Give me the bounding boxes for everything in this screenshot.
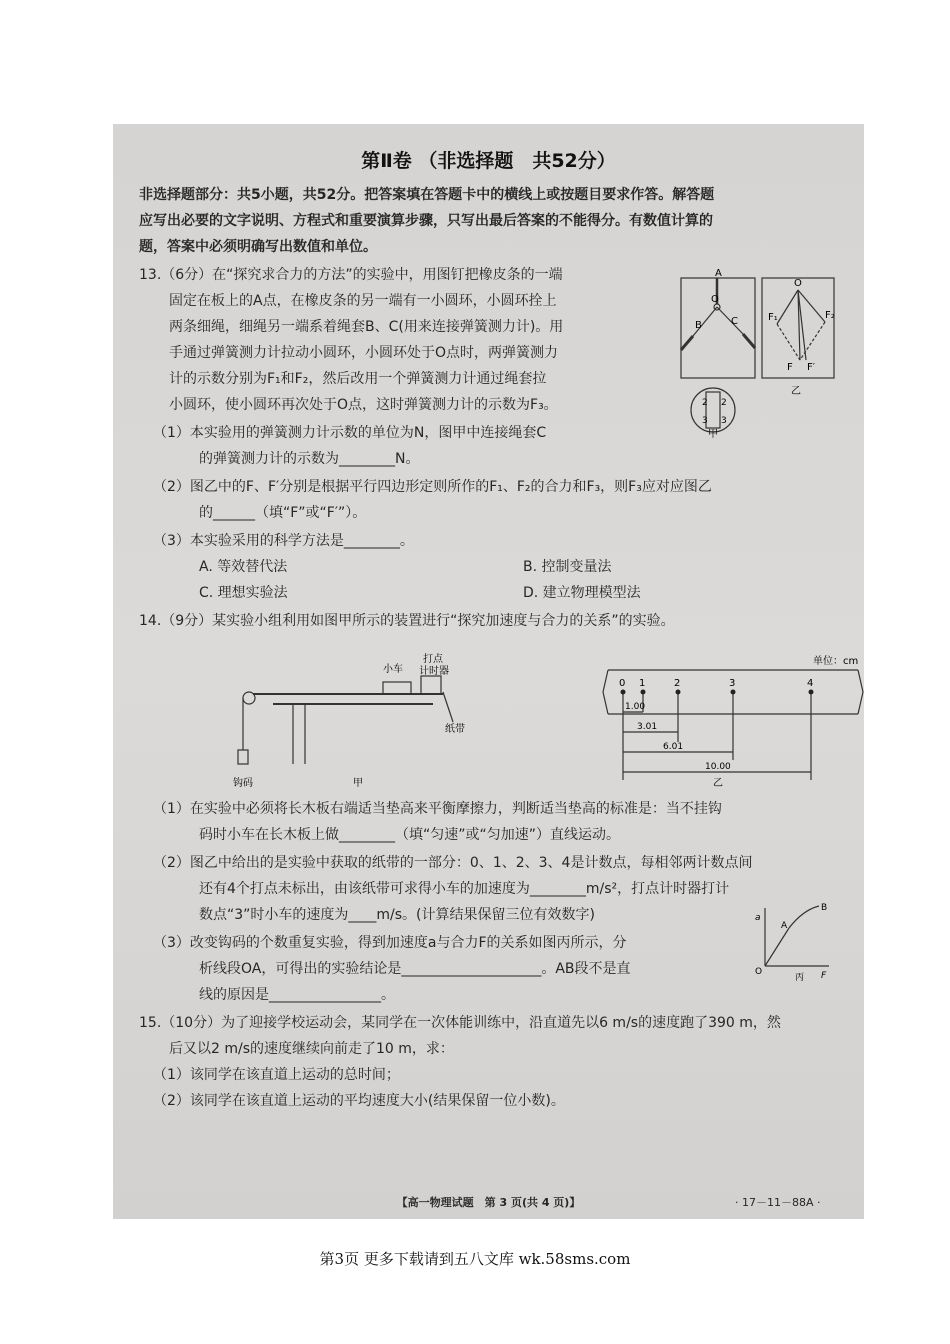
dial-mark-3-right: 3 <box>721 416 727 426</box>
dist-label-4: 10.00 <box>705 762 731 772</box>
q13-line-4: 手通过弹簧测力计拉动小圆环，小圆环处于O点时，两弹簧测力 <box>169 345 559 361</box>
label-point-c: C <box>731 316 738 327</box>
label-f1: F₁ <box>768 312 778 323</box>
dist-label-2: 3.01 <box>637 722 658 732</box>
point-label-4: 4 <box>807 678 814 689</box>
section-title: 第Ⅱ卷 （非选择题 共52分） <box>361 150 616 172</box>
q15-sub2: （2）该同学在该直道上运动的平均速度大小(结果保留一位小数)。 <box>153 1093 565 1109</box>
graph-label-point-a: A <box>781 921 788 931</box>
q14-timer <box>421 676 441 694</box>
label-f2: F₂ <box>825 310 835 321</box>
q14-sub3-c: 线的原因是________________。 <box>199 987 395 1003</box>
label-tape: 纸带 <box>445 724 465 735</box>
label-jia: 甲 <box>708 429 718 440</box>
q14-graph-bing <box>753 900 833 982</box>
label-timer-2: 计时器 <box>419 666 449 677</box>
q13-option-a: A. 等效替代法 <box>199 559 288 575</box>
q14-sub1-b: 码时小车在长木板上做________（填“匀速”或“匀加速”）直线运动。 <box>199 827 621 843</box>
label-point-o-yi: O <box>794 278 802 289</box>
intro-line-2: 应写出必要的文字说明、方程式和重要演算步骤，只写出最后答案的不能得分。有数值计算的 <box>139 213 713 229</box>
graph-label-a: a <box>755 913 761 923</box>
q15-line-2: 后又以2 m/s的速度继续向前走了10 m，求： <box>169 1041 454 1057</box>
label-hook: 钩码 <box>233 778 253 789</box>
dist-label-1: 1.00 <box>625 702 646 712</box>
label-point-a: A <box>715 268 722 279</box>
q14-hook <box>238 750 248 764</box>
label-f: F <box>787 362 793 373</box>
q14-sub1-a: （1）在实验中必须将长木板右端适当垫高来平衡摩擦力，判断适当垫高的标准是：当不挂钩 <box>153 801 722 817</box>
q14-sub2-b: 还有4个打点未标出，由该纸带可求得小车的加速度为________m/s²，打点计时器打计 <box>199 881 730 897</box>
q13-line-6: 小圆环，使小圆环再次处于O点，这时弹簧测力计的示数为F₃。 <box>169 397 558 413</box>
dial-mark-3-left: 3 <box>702 416 708 426</box>
q13-sub2-b: 的______（填“F”或“F′”）。 <box>199 505 367 521</box>
q13-sub2-a: （2）图乙中的F、F′分别是根据平行四边形定则所作的F₁、F₂的合力和F₃，则F₃应对应图乙 <box>153 479 712 495</box>
graph-label-o: O <box>755 967 763 977</box>
q13-option-b: B. 控制变量法 <box>523 559 612 575</box>
intro-line-1: 非选择题部分：共5小题，共52分。把答案填在答题卡中的横线上或按题目要求作答。解答题 <box>139 187 715 203</box>
q13-sub1-a: （1）本实验用的弹簧测力计示数的单位为N，图甲中连接绳套C <box>153 425 547 441</box>
label-jia-14: 甲 <box>353 778 363 789</box>
q13-line-3: 两条细绳，细绳另一端系着绳套B、C(用来连接弹簧测力计)。用 <box>169 319 564 335</box>
graph-label-bing: 丙 <box>795 973 805 983</box>
q14-sub2-c: 数点“3”时小车的速度为____m/s。(计算结果保留三位有效数字) <box>199 907 595 923</box>
point-label-2: 2 <box>674 678 681 689</box>
label-f-prime: F′ <box>807 362 816 373</box>
q15-line-1: 15.（10分）为了迎接学校运动会，某同学在一次体能训练中，沿直道先以6 m/s的速度跑了390 m，然 <box>139 1015 781 1031</box>
page-code: · 17－11－88A · <box>735 1196 821 1209</box>
label-yi: 乙 <box>791 386 801 397</box>
dist-label-3: 6.01 <box>663 742 684 752</box>
q13-line-1: 13.（6分）在“探究求合力的方法”的实验中，用图钉把橡皮条的一端 <box>139 267 563 283</box>
intro-line-3: 题，答案中必须明确写出数值和单位。 <box>139 239 377 255</box>
q13-line-2: 固定在板上的A点，在橡皮条的另一端有一小圆环，小圆环拴上 <box>169 293 557 309</box>
exam-page-photo <box>113 124 864 1219</box>
q14-car <box>383 682 411 694</box>
q14-sub3-a: （3）改变钩码的个数重复实验，得到加速度a与合力F的关系如图丙所示，分 <box>153 935 627 951</box>
dial-mark-2-left: 2 <box>702 398 708 408</box>
graph-label-point-b: B <box>821 903 828 913</box>
q13-option-c: C. 理想实验法 <box>199 585 288 601</box>
q14-head: 14.（9分）某实验小组利用如图甲所示的装置进行“探究加速度与合力的关系”的实验。 <box>139 613 675 629</box>
dial-mark-2-right: 2 <box>721 398 727 408</box>
point-label-0: 0 <box>619 678 626 689</box>
page-footer: 【高一物理试题 第 3 页(共 4 页)】 <box>396 1196 581 1209</box>
point-label-1: 1 <box>639 678 646 689</box>
q13-line-5: 计的示数分别为F₁和F₂，然后改用一个弹簧测力计通过绳套拉 <box>169 371 547 387</box>
q14-sub3-b: 析线段OA，可得出的实验结论是____________________。AB段不是直 <box>199 961 631 977</box>
q14-figure <box>233 632 859 790</box>
q13-sub1-b: 的弹簧测力计的示数为________N。 <box>199 451 420 467</box>
label-point-o: O <box>711 294 719 305</box>
q13-figure <box>673 264 843 439</box>
label-car: 小车 <box>383 664 403 675</box>
label-yi-14: 乙 <box>713 778 723 789</box>
label-point-b: B <box>695 320 702 331</box>
label-timer-1: 打点 <box>423 654 443 665</box>
point-label-3: 3 <box>729 678 736 689</box>
label-unit: 单位：cm <box>813 656 859 667</box>
q14-sub2-a: （2）图乙中给出的是实验中获取的纸带的一部分：0、1、2、3、4是计数点，每相邻两计数点间 <box>153 855 753 871</box>
q13-dial <box>691 388 735 432</box>
graph-label-f: F <box>821 971 827 981</box>
q15-sub1: （1）该同学在该直道上运动的总时间； <box>153 1067 400 1083</box>
q13-sub3: （3）本实验采用的科学方法是________。 <box>153 533 414 549</box>
bottom-caption: 第3页 更多下载请到五八文库 wk.58sms.com <box>319 1250 631 1268</box>
q13-option-d: D. 建立物理模型法 <box>523 585 641 601</box>
